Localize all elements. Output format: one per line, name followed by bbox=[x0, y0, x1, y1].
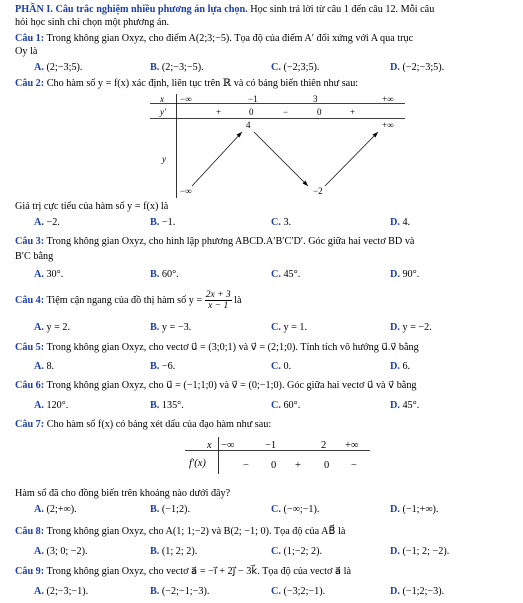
x-value-1: −∞ bbox=[221, 440, 235, 451]
question-text: Trong không gian Oxyz, cho hình lập phương ABCD.A′B′C′D′. Góc giữa hai vectơ BD và bbox=[44, 236, 415, 247]
question-6 bbox=[15, 380, 417, 392]
sign-4: 0 bbox=[317, 107, 322, 117]
y-value-1: −∞ bbox=[180, 186, 192, 196]
option-c[interactable]: C. 3. bbox=[271, 217, 292, 228]
option-a[interactable]: A. (3; 0; −2). bbox=[34, 546, 88, 557]
option-c[interactable]: C. (1;−2; 2). bbox=[271, 546, 323, 557]
option-c[interactable]: C. 60°. bbox=[271, 400, 301, 411]
question-4 bbox=[15, 290, 241, 312]
option-b[interactable]: B. (1; 2; 2). bbox=[150, 546, 198, 557]
x-value-4: +∞ bbox=[345, 440, 359, 451]
question-2 bbox=[15, 78, 358, 90]
x-value-1: −∞ bbox=[180, 94, 192, 104]
x-row-label: x bbox=[160, 94, 164, 104]
question-text: Trong không gian Oxyz, cho A(1; 1;−2) và B(2; −1; 0). Tọa độ của AB⃗ là bbox=[44, 526, 346, 537]
question-label: Câu 7: bbox=[15, 419, 45, 430]
option-d[interactable]: D. 45°. bbox=[390, 400, 420, 411]
arrow-up-1 bbox=[192, 132, 242, 186]
question-7-prompt: Hàm số đã cho đồng biến trên khoảng nào dưới đây? bbox=[15, 488, 231, 499]
question-8 bbox=[15, 526, 345, 538]
question-label: Câu 8: bbox=[15, 526, 45, 537]
option-c[interactable]: C. 45°. bbox=[271, 269, 301, 280]
question-text: Trong không gian Oxyz, cho u⃗ = (−1;1;0) và v⃗ = (0;−1;0). Góc giữa hai vectơ u⃗ và v⃗ bằng bbox=[44, 380, 417, 391]
section-header bbox=[15, 4, 434, 16]
question-3 bbox=[15, 236, 414, 248]
option-d[interactable]: D. 90°. bbox=[390, 269, 420, 280]
option-a[interactable]: A. 8. bbox=[34, 361, 55, 372]
question-1 bbox=[15, 33, 413, 45]
question-9 bbox=[15, 566, 351, 578]
question-label: Câu 5: bbox=[15, 342, 45, 353]
option-c[interactable]: C. (−3;2;−1). bbox=[271, 586, 326, 597]
x-row-label: x bbox=[207, 440, 212, 451]
question-label: Câu 4: bbox=[15, 295, 45, 306]
y-row-label: y bbox=[162, 154, 166, 164]
question-text: Cho hàm số y = f(x) xác định, liên tục trên ℝ và có bảng biến thiên như sau: bbox=[44, 78, 359, 89]
option-d[interactable]: D. (−1;2;−3). bbox=[390, 586, 445, 597]
option-b[interactable]: B. −1. bbox=[150, 217, 176, 228]
section-instructions-cont: hỏi học sinh chỉ chọn một phương án. bbox=[15, 17, 170, 28]
question-label: Câu 6: bbox=[15, 380, 45, 391]
question-2-prompt: Giá trị cực tiểu của hàm số y = f(x) là bbox=[15, 201, 169, 212]
sign-5: − bbox=[351, 460, 357, 471]
question-5 bbox=[15, 342, 419, 354]
question-text-cont: Oy là bbox=[15, 46, 38, 57]
option-a[interactable]: A. (2;+∞). bbox=[34, 504, 77, 515]
section-instructions: Học sinh trả lời từ câu 1 đến câu 12. Mỗi câu bbox=[247, 4, 435, 15]
sign-table bbox=[185, 437, 375, 475]
function-fraction bbox=[205, 290, 232, 311]
question-text: Trong không gian Oxyz, cho vectơ a⃗ = −i⃗ + 2j⃗ − 3k⃗. Tọa độ của vectơ a⃗ là bbox=[44, 566, 352, 577]
option-a[interactable]: A. 120°. bbox=[34, 400, 69, 411]
sign-3: + bbox=[295, 460, 301, 471]
question-text-cont: B′C bằng bbox=[15, 251, 54, 262]
option-a[interactable]: A. (2;−3;−1). bbox=[34, 586, 89, 597]
option-d[interactable]: D. (−2;−3;5). bbox=[390, 62, 445, 73]
arrow-up-2 bbox=[325, 132, 378, 186]
option-b[interactable]: B. (−1;2). bbox=[150, 504, 190, 515]
x-value-3: 3 bbox=[313, 94, 318, 104]
fraction-denominator: x − 1 bbox=[208, 301, 229, 312]
y-value-2: 4 bbox=[246, 120, 251, 130]
arrow-down bbox=[254, 132, 308, 186]
option-b[interactable]: B. (2;−3;−5). bbox=[150, 62, 204, 73]
option-c[interactable]: C. 0. bbox=[271, 361, 292, 372]
question-text-end: là bbox=[231, 295, 242, 306]
question-label: Câu 9: bbox=[15, 566, 45, 577]
x-value-2: −1 bbox=[265, 440, 277, 451]
question-7 bbox=[15, 419, 271, 431]
sign-2: 0 bbox=[249, 107, 254, 117]
option-d[interactable]: D. y = −2. bbox=[390, 322, 432, 333]
option-b[interactable]: B. (−2;−1;−3). bbox=[150, 586, 210, 597]
option-d[interactable]: D. 4. bbox=[390, 217, 411, 228]
x-value-4: +∞ bbox=[382, 94, 394, 104]
question-text: Trong không gian Oxyz, cho vectơ u⃗ = (3;0;1) và v⃗ = (2;1;0). Tính tích vô hướng u⃗.v⃗ bằng bbox=[44, 342, 419, 353]
question-label: Câu 1: bbox=[15, 33, 45, 44]
option-a[interactable]: A. −2. bbox=[34, 217, 60, 228]
x-value-3: 2 bbox=[321, 440, 327, 451]
fp-row-label: f′(x) bbox=[189, 458, 206, 469]
sign-1: − bbox=[243, 460, 249, 471]
sign-3: − bbox=[283, 107, 289, 117]
option-a[interactable]: A. y = 2. bbox=[34, 322, 71, 333]
option-c[interactable]: C. y = 1. bbox=[271, 322, 308, 333]
question-text: Tiệm cận ngang của đồ thị hàm số y = bbox=[44, 295, 203, 306]
option-b[interactable]: B. −6. bbox=[150, 361, 176, 372]
question-text: Cho hàm số f(x) có bảng xét dấu của đạo hàm như sau: bbox=[44, 419, 272, 430]
option-c[interactable]: C. (−∞;−1). bbox=[271, 504, 320, 515]
variation-table bbox=[150, 94, 410, 200]
y-value-4: +∞ bbox=[382, 120, 394, 130]
question-text: Trong không gian Oxyz, cho điểm A(2;3;−5). Tọa độ của điểm A′ đối xứng với A qua trục bbox=[44, 33, 414, 44]
option-a[interactable]: A. 30°. bbox=[34, 269, 64, 280]
y-value-3: −2 bbox=[313, 186, 323, 196]
option-d[interactable]: D. 6. bbox=[390, 361, 411, 372]
x-value-2: −1 bbox=[248, 94, 258, 104]
option-b[interactable]: B. 135°. bbox=[150, 400, 184, 411]
section-title: PHẦN I. Câu trắc nghiệm nhiều phương án lựa chọn. bbox=[15, 4, 248, 15]
question-label: Câu 3: bbox=[15, 236, 45, 247]
fraction-numerator: 2x + 3 bbox=[205, 290, 231, 301]
yp-row-label: y′ bbox=[160, 107, 166, 117]
question-label: Câu 2: bbox=[15, 78, 45, 89]
option-b[interactable]: B. 60°. bbox=[150, 269, 179, 280]
sign-4: 0 bbox=[324, 460, 330, 471]
sign-5: + bbox=[350, 107, 356, 117]
option-a[interactable]: A. (2;−3;5). bbox=[34, 62, 83, 73]
option-c[interactable]: C. (−2;3;5). bbox=[271, 62, 320, 73]
option-b[interactable]: B. y = −3. bbox=[150, 322, 192, 333]
sign-2: 0 bbox=[271, 460, 277, 471]
option-d[interactable]: D. (−1; 2; −2). bbox=[390, 546, 450, 557]
sign-1: + bbox=[216, 107, 222, 117]
option-d[interactable]: D. (−1;+∞). bbox=[390, 504, 439, 515]
